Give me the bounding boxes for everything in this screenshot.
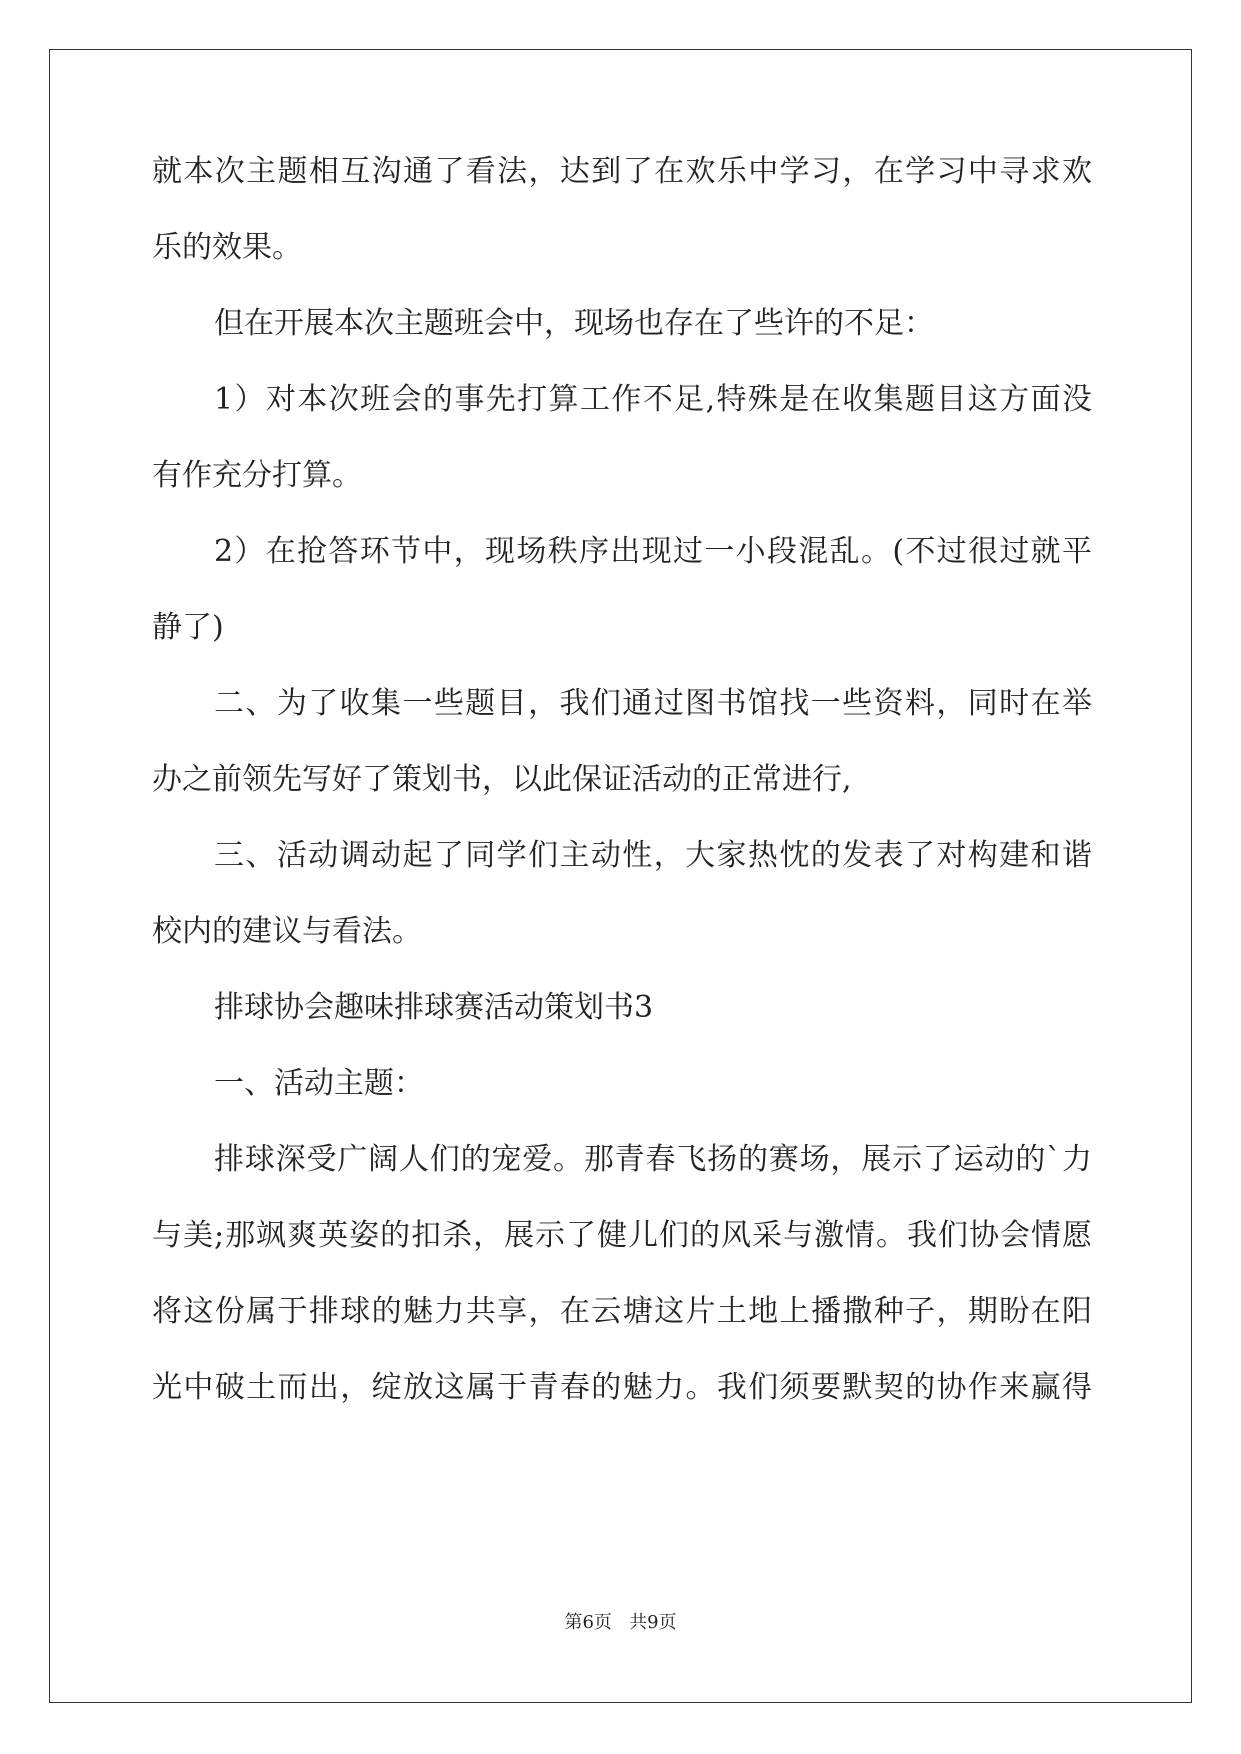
text-line: 静了) <box>152 610 224 645</box>
text-line: 排球深受广阔人们的宠爱。那青春飞扬的赛场，展示了运动的`力 <box>214 1142 1092 1177</box>
section-heading: 排球协会趣味排球赛活动策划书3 <box>214 990 654 1025</box>
text-line: 光中破土而出，绽放这属于青春的魅力。我们须要默契的协作来赢得 <box>152 1370 1092 1405</box>
text-line: 三、活动调动起了同学们主动性，大家热忱的发表了对构建和谐 <box>214 838 1092 873</box>
page-label-suffix: 页 <box>593 1612 612 1633</box>
text-line: 1）对本次班会的事先打算工作不足,特殊是在收集题目这方面没 <box>214 382 1092 417</box>
text-line: 乐的效果。 <box>152 230 302 265</box>
page-current: 6 <box>582 1612 594 1633</box>
total-label-prefix: 共 <box>629 1612 648 1633</box>
text-line: 将这份属于排球的魅力共享，在云塘这片土地上播撒种子，期盼在阳 <box>152 1294 1092 1329</box>
text-line: 与美;那飒爽英姿的扣杀，展示了健儿们的风采与激情。我们协会情愿 <box>152 1218 1092 1253</box>
section-heading: 一、活动主题： <box>214 1066 424 1101</box>
total-label-suffix: 页 <box>658 1612 677 1633</box>
text-line: 二、为了收集一些题目，我们通过图书馆找一些资料，同时在举 <box>214 686 1092 721</box>
text-line: 有作充分打算。 <box>152 458 362 493</box>
text-line: 就本次主题相互沟通了看法，达到了在欢乐中学习，在学习中寻求欢 <box>152 154 1092 189</box>
page-total: 9 <box>647 1612 659 1633</box>
text-line: 校内的建议与看法。 <box>152 914 422 949</box>
text-line: 2）在抢答环节中，现场秩序出现过一小段混乱。(不过很过就平 <box>214 534 1092 569</box>
page-footer <box>0 1608 1241 1638</box>
page-label-prefix: 第 <box>564 1612 583 1633</box>
text-line: 但在开展本次主题班会中，现场也存在了些许的不足： <box>214 306 934 341</box>
text-line: 办之前领先写好了策划书，以此保证活动的正常进行, <box>152 762 852 797</box>
